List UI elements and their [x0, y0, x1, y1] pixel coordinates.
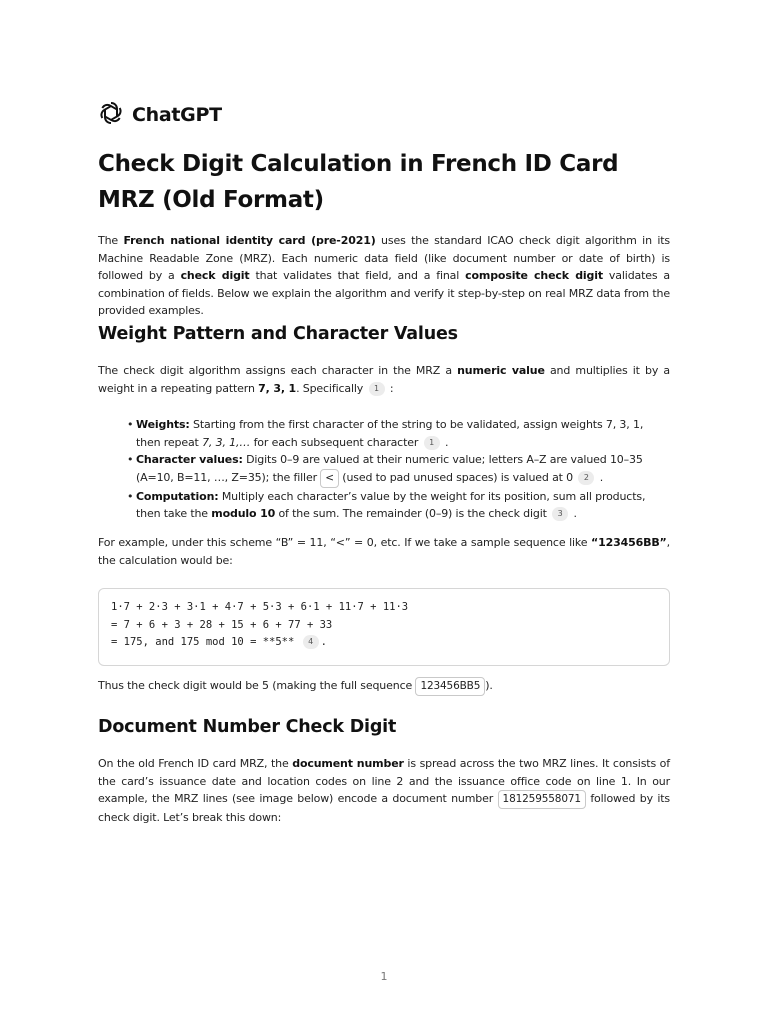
- bullet-character-values: • Character values: Digits 0–9 are valued at their numeric value; letters A–Z are valued 10–35 (A=10, B=11, …, Z=35); the filler < (used to pad unused spaces) is valued at 0 2 .: [128, 451, 670, 488]
- section-heading-document-number: Document Number Check Digit: [98, 717, 397, 737]
- citation-badge[interactable]: 4: [303, 635, 319, 649]
- code-content: 1·7 + 2·3 + 3·1 + 4·7 + 5·3 + 6·1 + 11·7 + 11·3 = 7 + 6 + 3 + 28 + 15 + 6 + 77 + 33 = 175, and 175 mod 10 = **5** 4 .: [111, 601, 409, 648]
- bullet-computation: • Computation: Multiply each character’s value by the weight for its position, sum all products, then take the modulo 10 of the sum. The remainder (0–9) is the check digit 3 .: [128, 488, 670, 523]
- citation-badge[interactable]: 3: [552, 507, 568, 521]
- inline-code-document-number: 181259558071: [498, 790, 586, 809]
- result-paragraph: Thus the check digit would be 5 (making the full sequence 123456BB5 ).: [98, 677, 670, 696]
- algorithm-bullet-list: [128, 416, 670, 523]
- intro-paragraph: The French national identity card (pre-2021) uses the standard ICAO check digit algorithm in its Machine Readable Zone (MRZ). Each numeric data field (like document number or date of birth) is followed by a check digit that validates that field, and a final composite check digit validates a combination of fields. Below we explain the algorithm and verify it step-by-step on real MRZ data from the provided examples.: [98, 234, 670, 317]
- openai-logo-icon: [98, 100, 124, 130]
- brand-name: ChatGPT: [132, 104, 222, 126]
- citation-badge[interactable]: 1: [424, 436, 440, 450]
- citation-badge[interactable]: 2: [578, 471, 594, 485]
- brand-header: [98, 100, 222, 130]
- bullet-weights: • Weights: Starting from the first character of the string to be validated, assign weights 7, 3, 1, then repeat 7, 3, 1,… for each subsequent character 1 .: [128, 416, 670, 451]
- document-number-paragraph: On the old French ID card MRZ, the document number is spread across the two MRZ lines. It consists of the card’s issuance date and location codes on line 2 and the issuance office code on line 1. In our example, the MRZ lines (see image below) encode a document number 181259558071 followed by its check digit. Let’s break this down:: [98, 757, 670, 824]
- example-paragraph: For example, under this scheme “B” = 11, “<” = 0, etc. If we take a sample sequence like “123456BB”, the calculation would be:: [98, 536, 670, 567]
- citation-badge[interactable]: 1: [369, 382, 385, 396]
- section-heading-weight-pattern: Weight Pattern and Character Values: [98, 324, 458, 344]
- page-number: 1: [380, 970, 388, 983]
- inline-code-sequence: 123456BB5: [415, 677, 485, 696]
- calculation-code-block: [98, 588, 670, 666]
- inline-code-filler: <: [320, 469, 339, 488]
- page-title: Check Digit Calculation in French ID Card MRZ (Old Format): [98, 151, 619, 213]
- section1-lead-paragraph: The check digit algorithm assigns each character in the MRZ a numeric value and multiplies it by a weight in a repeating pattern 7, 3, 1. Specifically 1 :: [98, 364, 670, 395]
